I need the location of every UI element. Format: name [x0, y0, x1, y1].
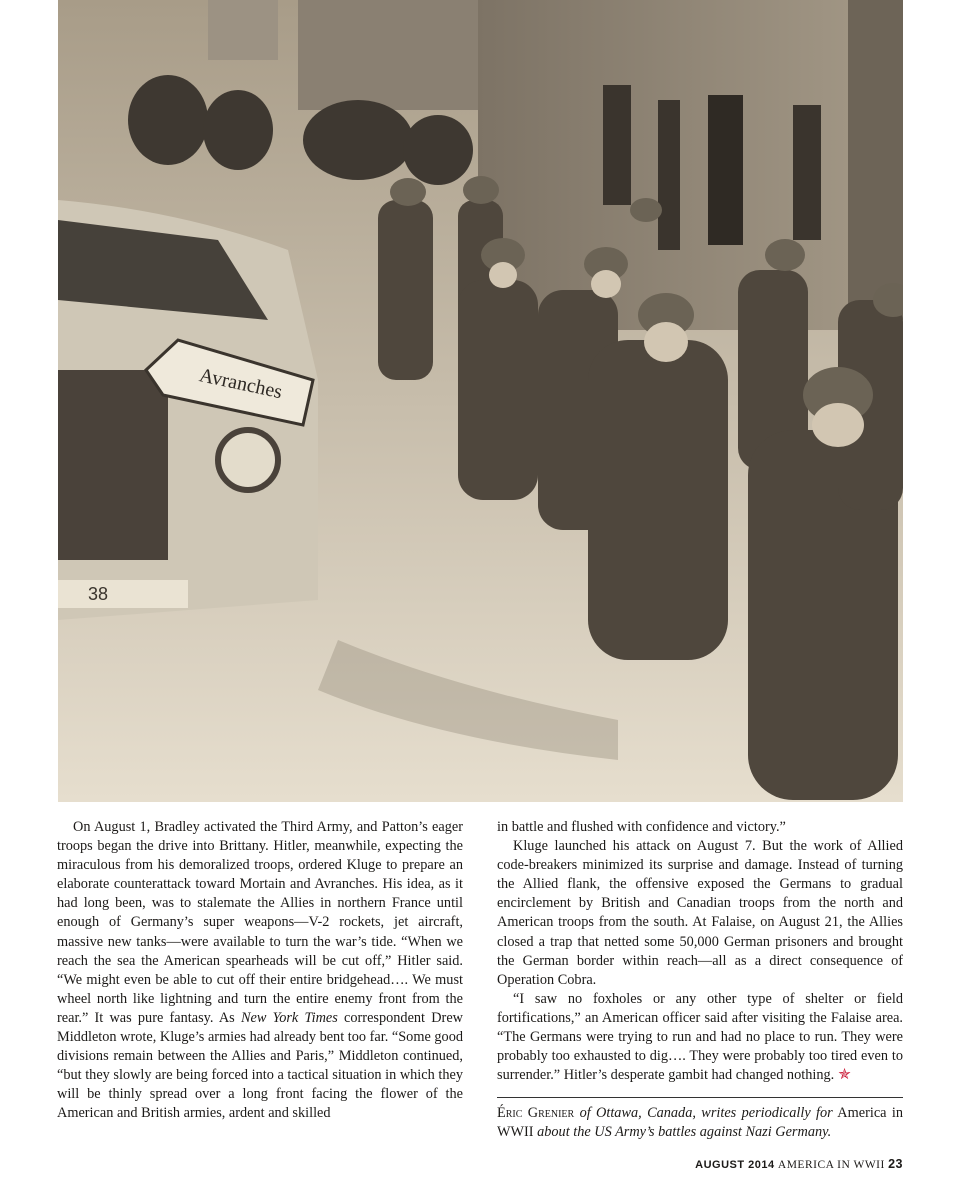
wwii-photo [58, 0, 903, 802]
credit-text: of Ottawa, Canada, writes periodically for [579, 1105, 833, 1122]
footer-date: AUGUST 2014 [695, 1159, 775, 1171]
article-paragraph: Kluge launched his attack on August 7. But the work of Allied code-breakers minimized its surprise and damage. Instead of turning the Allied flank, the offensive exposed the Germans to gradual encirclement by British and Canadian troops from the north and American troops from the south. At Falaise, on August 21, the Allies closed a trap that netted some 50,000 German prisoners and brought the German border within reach—all as a direct consequence of Operation Cobra. [497, 838, 903, 988]
paragraph-text: correspondent Drew Middleton wrote, Kluge’s armies had already bent too far. “Some good divisions remain between the Allies and Paris,” Middleton continued, “but they slowly are being forced into a tactical situation in which they will be thinly spread over a long front facing the flower of the American and British armies, ardent and skilled [57, 1009, 463, 1122]
article-column-right [497, 818, 903, 1143]
footer-magazine: AMERICA IN WWII [777, 1159, 885, 1171]
paragraph-text: “I saw no foxholes or any other type of shelter or field fortifications,” an American officer said after visiting the Falaise area. “The Germans were trying to run and had no place to run. They were probably too exhausted to dig…. They were probably too tired even to surrender.” Hitler’s desperate gambit had changed nothing. [497, 990, 903, 1084]
page-number: 23 [888, 1157, 903, 1171]
magazine-name: America in WWII [497, 1105, 903, 1141]
credit-divider [497, 1097, 903, 1098]
credit-text: about the US Army’s battles against Nazi Germany. [537, 1124, 832, 1141]
author-credit [497, 1104, 903, 1142]
sign-text: Avranches [197, 364, 285, 404]
article-paragraph [497, 990, 903, 1085]
author-name: Éric Grenier [497, 1105, 575, 1122]
end-mark-star-icon: ✯ [838, 1067, 851, 1084]
page-footer [695, 1157, 903, 1171]
article-paragraph: in battle and flushed with confidence and victory.” [497, 819, 786, 835]
article-paragraph [57, 818, 463, 1124]
plate-text: 38 [88, 584, 109, 604]
article-column-left [57, 818, 463, 1124]
paragraph-text: On August 1, Bradley activated the Third Army, and Patton’s eager troops began the drive into Brittany. Hitler, meanwhile, expecting the miraculous from his demoralized troops, ordered Kluge to prepare an elaborate counterattack toward Mortain and Avranches. His idea, as it had long been, was to stalemate the Allies in northern France until enough of Germany’s super weapons—V-2 rockets, jet aircraft, massive new tanks—were available to turn the war’s tide. “When we reach the sea the American spearheads will be cut off,” Hitler said. “We might even be able to cut off their entire bridgehead…. We must wheel north like lightning and turn the entire enemy front from the rear.” It was pure fantasy. As [57, 819, 463, 1026]
newspaper-title: New York Times [240, 1009, 338, 1026]
